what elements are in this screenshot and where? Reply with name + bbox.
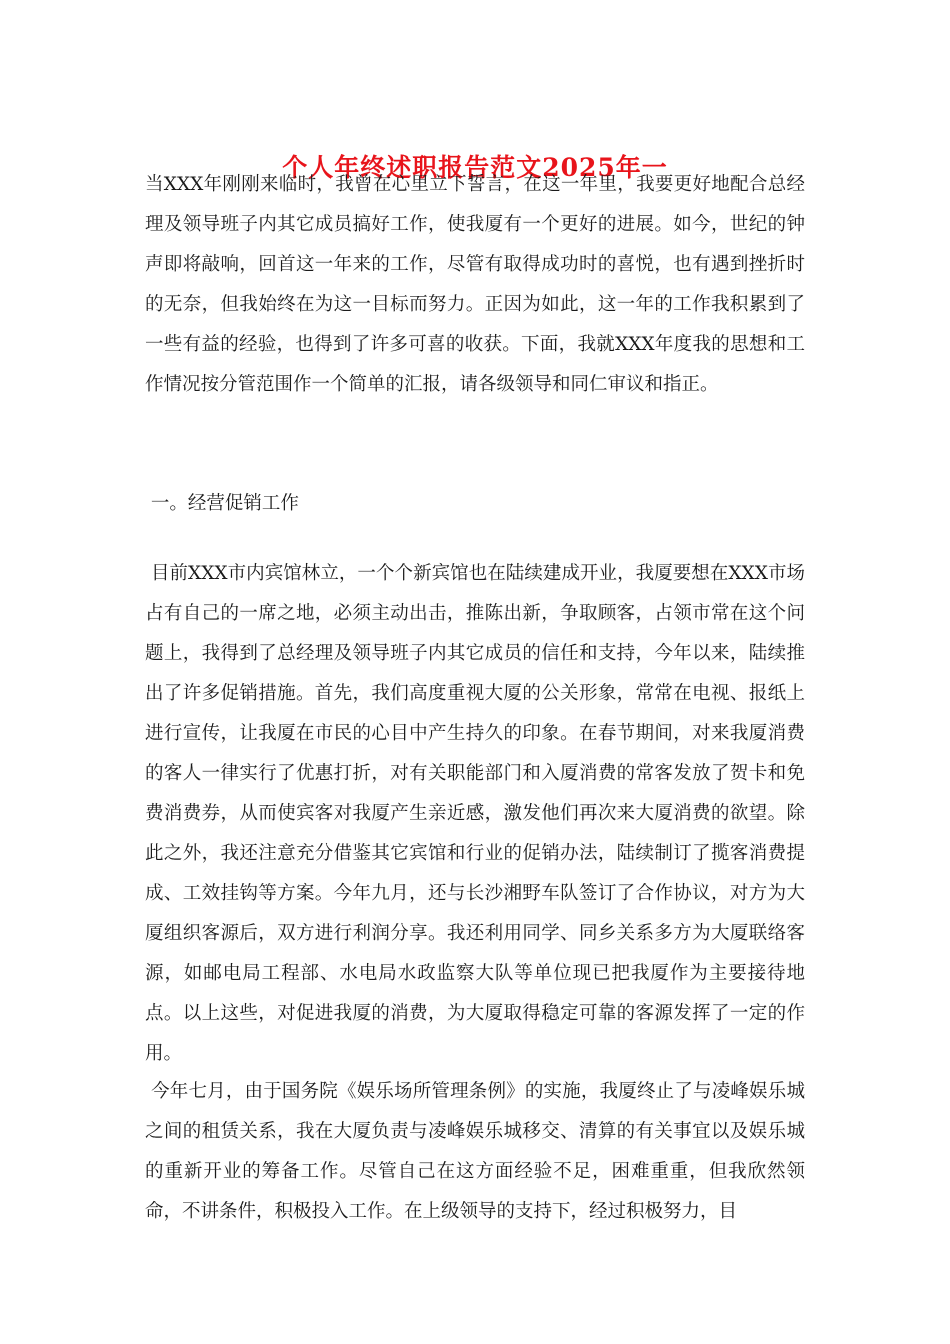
paragraph-marketing: 目前XXX市内宾馆林立，一个个新宾馆也在陆续建成开业，我厦要想在XXX市场占有自己的一席之地，必须主动出击，推陈出新，争取顾客，占领市常在这个问题上，我得到了总经理及领导班子内其它成员的信任和支持，今年以来，陆续推出了许多促销措施。首先，我们高度重视大厦的公关形象，常常在电视、报纸上进行宣传，让我厦在市民的心目中产生持久的印象。在春节期间，对来我厦消费的客人一律实行了优惠打折，对有关职能部门和入厦消费的常客发放了贺卡和免费消费券，从而使宾客对我厦产生亲近感，激发他们再次来大厦消费的欲望。除此之外，我还注意充分借鉴其它宾馆和行业的促销办法，陆续制订了揽客消费提成、工效挂钩等方案。今年九月，还与长沙湘野车队签订了合作协议，对方为大厦组织客源后，双方进行利润分享。我还利用同学、同乡关系多方为大厦联络客源，如邮电局工程部、水电局水政监察大队等单位现已把我厦作为主要接待地点。以上这些，对促进我厦的消费，为大厦取得稳定可靠的客源发挥了一定的作用。: [145, 563, 805, 1064]
document-title: 个人年终述职报告范文2025年一: [282, 153, 668, 182]
paragraph-entertainment: 今年七月，由于国务院《娱乐场所管理条例》的实施，我厦终止了与凌峰娱乐城之间的租赁关系，我在大厦负责与凌峰娱乐城移交、清算的有关事宜以及娱乐城的重新开业的筹备工作。尽管自己在这方面经验不足，困难重重，但我欣然领命，不讲条件，积极投入工作。在上级领导的支持下，经过积极努力，目: [145, 1081, 805, 1222]
paragraph-intro: 当XXX年刚刚来临时，我曾在心里立下誓言，在这一年里，我要更好地配合总经理及领导班子内其它成员搞好工作，使我厦有一个更好的进展。如今，世纪的钟声即将敲响，回首这一年来的工作，尽管有取得成功时的喜悦，也有遇到挫折时的无奈，但我始终在为这一目标而努力。正因为如此，这一年的工作我积累到了一些有益的经验，也得到了许多可喜的收获。下面，我就XXX年度我的思想和工作情况按分管范围作一个简单的汇报，请各级领导和同仁审议和指正。: [145, 174, 805, 395]
section-heading-marketing: 一。经营促销工作: [145, 493, 299, 514]
